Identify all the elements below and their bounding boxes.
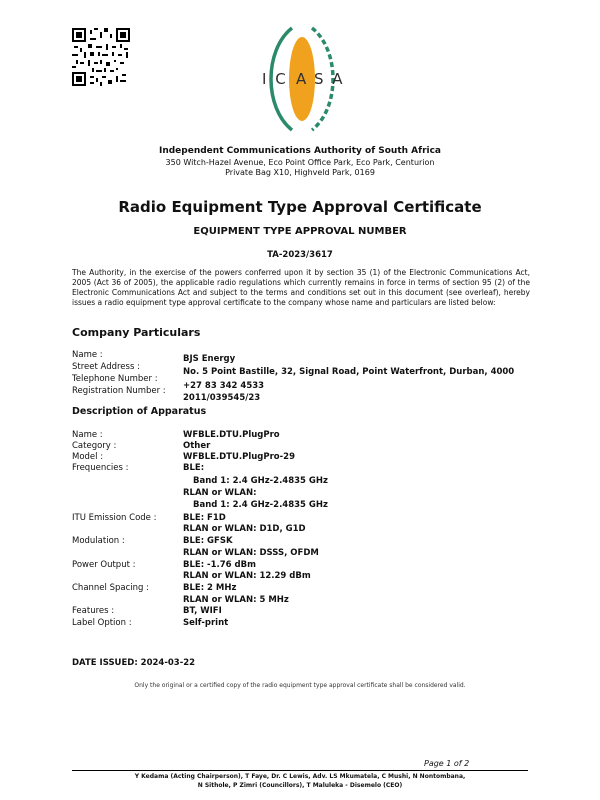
itu-rlan: RLAN or WLAN: D1D, G1D: [183, 524, 306, 534]
model-value: WFBLE.DTU.PlugPro-29: [183, 452, 295, 462]
freq-rlan: RLAN or WLAN:: [183, 488, 257, 498]
power-ble: BLE: -1.76 dBm: [183, 560, 256, 570]
company-heading: Company Particulars: [72, 326, 201, 339]
freq-rlan-band: Band 1: 2.4 GHz-2.4835 GHz: [193, 500, 328, 510]
spacing-label: Channel Spacing :: [72, 583, 149, 593]
telephone-label: Telephone Number :: [72, 374, 158, 384]
category-value: Other: [183, 441, 211, 451]
footer-councillors-1: Y Kedama (Acting Chairperson), T Faye, Dr. C Lewis, Adv. LS Mkumatela, C Mushi, N Nontombana,: [134, 773, 466, 780]
mod-rlan: RLAN or WLAN: DSSS, OFDM: [183, 548, 319, 558]
apparatus-heading: Description of Apparatus: [72, 406, 207, 417]
page-number: Page 1 of 2: [424, 759, 470, 768]
itu-ble: BLE: F1D: [183, 513, 226, 523]
address-line-2: Private Bag X10, Highveld Park, 0169: [225, 168, 375, 177]
itu-label: ITU Emission Code :: [72, 513, 157, 523]
apparatus-name-value: WFBLE.DTU.PlugPro: [183, 430, 280, 440]
footer-divider: [72, 770, 528, 771]
intro-paragraph: The Authority, in the exercise of the powers conferred upon it by section 35 (1) of the Electronic Communications Act, 2005 (Act 36 of 2005), the applicable radio regulations which currently remains in force in terms of section 95 (2) of the Electronic Communications Act and subject to the terms and conditions set out in this document (see overleaf), hereby issues a radio equipment type approval certificate to the company whose name and particulars are listed below:: [72, 268, 530, 307]
organization-name: Independent Communications Authority of South Africa: [158, 146, 441, 156]
freq-ble-band: Band 1: 2.4 GHz-2.4835 GHz: [193, 476, 328, 486]
apparatus-name-label: Name :: [72, 430, 103, 440]
validity-note: Only the original or a certified copy of the radio equipment type approval certificate shall be considered valid.: [134, 682, 466, 689]
features-value: BT, WIFI: [183, 606, 222, 616]
svg-text:S A: S A: [314, 70, 345, 88]
frequencies-label: Frequencies :: [72, 463, 129, 473]
spacing-ble: BLE: 2 MHz: [183, 583, 237, 593]
label-option-label: Label Option :: [72, 618, 132, 628]
svg-text:I C: I C: [262, 70, 288, 88]
address-line-1: 350 Witch-Hazel Avenue, Eco Point Office Park, Eco Park, Centurion: [165, 158, 435, 167]
spacing-rlan: RLAN or WLAN: 5 MHz: [183, 595, 289, 605]
approval-number: TA-2023/3617: [267, 250, 333, 260]
footer-councillors-2: N Sithole, P Zimri (Councillors), T Maluleka - Disemelo (CEO): [197, 782, 403, 789]
registration-value: 2011/039545/23: [183, 393, 261, 403]
power-label: Power Output :: [72, 560, 136, 570]
features-label: Features :: [72, 606, 115, 616]
certificate-subtitle: EQUIPMENT TYPE APPROVAL NUMBER: [193, 226, 407, 237]
icasa-logo: [242, 20, 362, 138]
street-address-label: Street Address :: [72, 362, 140, 372]
freq-ble: BLE:: [183, 463, 205, 473]
model-label: Model :: [72, 452, 104, 462]
category-label: Category :: [72, 441, 117, 451]
company-name-label: Name :: [72, 350, 103, 360]
certificate-title: Radio Equipment Type Approval Certificate: [118, 198, 482, 216]
date-issued: DATE ISSUED: 2024-03-22: [72, 658, 196, 668]
power-rlan: RLAN or WLAN: 12.29 dBm: [183, 571, 311, 581]
telephone-value: +27 83 342 4533: [183, 381, 265, 391]
street-address-value: No. 5 Point Bastille, 32, Signal Road, Point Waterfront, Durban, 4000: [183, 367, 515, 377]
svg-text:A: A: [296, 70, 307, 88]
label-option-value: Self-print: [183, 618, 229, 628]
company-name-value: BJS Energy: [183, 354, 236, 364]
registration-label: Registration Number :: [72, 386, 166, 396]
qr-code-icon: [72, 28, 130, 86]
modulation-label: Modulation :: [72, 536, 125, 546]
mod-ble: BLE: GFSK: [183, 536, 233, 546]
